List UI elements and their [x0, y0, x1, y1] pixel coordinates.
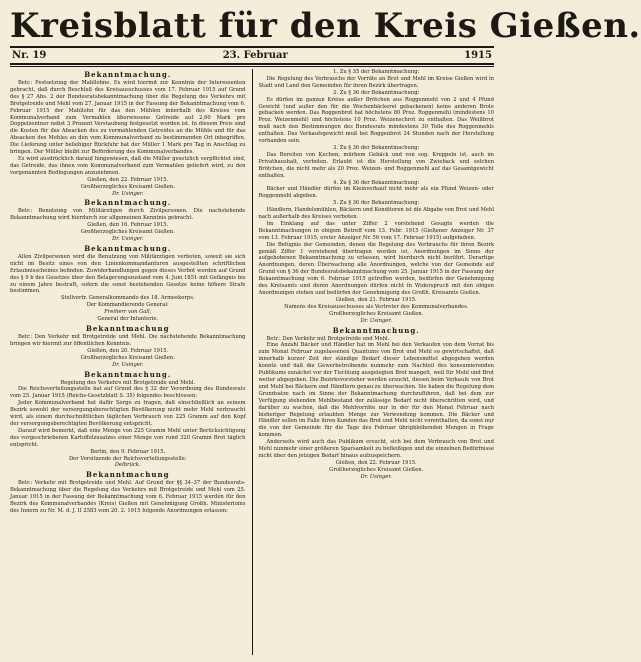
paragraph: Die Reichsverteilungsstelle hat auf Grund des § 32 der Verordnung des Bundesrats vom 25. Januar 1915 (Reichs-Gesetzblatt S. 35) folgendes beschlossen:	[10, 386, 246, 400]
centered-line: Großherzogliches Kreisamt Gießen.	[80, 354, 175, 361]
paragraph: Anderseits wird auch das Publikum ersucht, sich bei dem Verbrauch von Brot und Mehl nunmehr einer größeren Sparsamkeit zu befleißigen und die einzelnen Bedürfnisse nicht über den jetzigen Bedarf hinaus aufzuspeichern.	[258, 439, 494, 459]
paragraph: Es dürfen im ganzen Kreise außer Brötchen aus Roggenmehl von 2 und 4 Pfund Gewicht (und außer den für die Wochenbäckerei gebackenen) keine anderen Brote gebacken werden. Das Roggenbrot hat höchstens 80 Proz. Roggenmehl (mindestens 10 Proz. Weizenmehl) und höchstens 10 Proz. Weizenschrot zu enthalten. Das Weißbrot muß nach den Bestimmungen des Bundesrats mindestens 30 Teile des Roggenmehls enthalten. Das Verkaufsgewicht muß bei Roggenbrot 24 Stunden nach der Herstellung vorhanden sein.	[258, 96, 494, 145]
centered-line: Regelung des Verkehrs mit Brotgetreide und Mehl.	[60, 379, 196, 386]
issue-year: 1915	[464, 50, 492, 61]
paragraph: Das Bereiten von Kuchen, mürbem Gebäck und von sog. Kreppeln ist, auch im Privathaushalt, verboten. Erlaubt ist die Herstellung von Zwieback und solchen Brötchen, die nicht mehr als 20 Proz. Weizen- und Roggenmehl auf das Gesamtgewicht enthalten.	[258, 151, 494, 179]
centered-line: Gießen, den 21. Februar 1915.	[335, 296, 417, 303]
paragraph: Betr.: Den Verkehr mit Brotgetreide und Mehl.	[266, 335, 390, 342]
section-heading: Bekanntmachung.	[84, 198, 172, 208]
signature: Dr. Usinger.	[360, 317, 392, 324]
issue-row	[10, 48, 494, 63]
centered-line: General der Infanterie.	[97, 316, 159, 323]
section-heading: Bekanntmachung	[85, 470, 170, 480]
signature: Dr. Usinger.	[112, 361, 144, 368]
section-heading: Bekanntmachung.	[84, 243, 172, 253]
centered-line: 1. Zu § 35 der Bekanntmachung:	[333, 69, 420, 75]
paragraph: Die Befugnis der Gemeinden, denen die Regelung des Verbrauchs für ihren Bezirk gemäß Ziffer 1 vorstehend übertragen worden ist, Anordnungen im Sinne der aufgehobenen Bekanntmachung zu erlassen, wird hierdurch nicht berührt. Derartige Anordnungen, deren Überwachung alle Anordnungen, welche von der Gemeinde auf Grund von § 36 der Bundesratsbekanntmachung vom 25. Januar 1915 in der Fassung der Bekanntmachung vom 6. Februar 1915 getroffen werden, bedürfen der Genehmigung des Kreisamts und deren Anordnungen dürfen nicht in Widerspruch mit den obigen Anordnungen stehen und bedürfen der Genehmigung des Großh. Kreisamts Gießen.	[258, 241, 494, 296]
centered-line: Großherzogliches Kreisamt Gießen.	[329, 466, 424, 473]
centered-line: Großherzogliches Kreisamt Gießen.	[80, 229, 175, 236]
centered-line: Gießen, den 22. Februar 1915.	[335, 459, 417, 466]
section-heading: Bekanntmachung	[85, 324, 170, 333]
centered-line: 4. Zu § 36 der Bekanntmachung:	[333, 179, 420, 186]
column-divider	[252, 69, 253, 655]
centered-line: 3. Zu § 36 der Bekanntmachung:	[333, 144, 420, 151]
masthead-title: Kreisblatt für den Kreis Gießen.	[10, 6, 641, 46]
issue-number: Nr. 19	[12, 50, 47, 61]
centered-line: 5. Zu § 36 der Bekanntmachung:	[333, 200, 420, 207]
paragraph: Allen Zivilpersonen wird die Benutzung von Militärzügen verboten, soweit sie sich nicht im Besitz eines von den Linienkommandanturen ausgestellten schriftlichen Erlaubnisscheines befinden. Zuwiderhandlungen gegen dieses Verbot werden auf Grund des § 9 b des Gesetzes über den Belagerungszustand vom 4. Juni 1851 mit Gefängnis bis zu einem Jahre bestraft, sofern die sonst bestehenden Gesetze keine höhere Strafe bestimmen.	[10, 253, 246, 295]
issue-rule	[10, 63, 494, 65]
centered-line: Großherzogliches Kreisamt Gießen.	[329, 310, 424, 317]
section-heading: Bekanntmachung.	[332, 325, 420, 335]
signature: Dr. Usinger.	[360, 473, 392, 480]
columns	[10, 69, 494, 655]
paragraph: Darauf wird bemerkt, daß eine Menge von 225 Gramm Mehl unter Berücksichtigung des vorgeschriebenen Kartoffelzusatzes einer Menge von rund 320 Gramm Brot täglich entspricht.	[10, 427, 246, 448]
section-heading: Bekanntmachung.	[84, 70, 172, 79]
centered-line: Gießen, den 16. Februar 1915.	[87, 222, 169, 229]
right-column	[258, 69, 494, 655]
paragraph: Bäcker und Händler dürfen im Kleinverkauf nicht mehr als ein Pfund Weizen- oder Roggenmehl abgeben.	[258, 186, 494, 200]
centered-line: Stellvertr. Generalkommando des 18. Armeekorps.	[60, 295, 195, 302]
centered-line: Der Kommandierende General:	[86, 302, 169, 309]
centered-line: Berlin, den 9. Februar 1915.	[90, 448, 166, 455]
paragraph: Eine Anzahl Bäcker und Händler hat im Mehl bei den Verkaufen von dem Vorrat bis zum Monat Februar zugelassenen Quantums von Brot und Mehl so gewirtschaftet, daß innerhalb kurzer Zeit der ständige Bedarf dieser Lebensmittel abgegeben werden konnte und daß die Gewerbetreibende nunmehr zum Nachteil des konsumierenden Publikums zunächst vor der Tischlung ausgelegten Brot mangelt, weil für Mehl und Brot weiter abgegeben. Die Bezirksvorsteher werden ersucht, diesen beim Verkaufe von Brot und Mehl bei Bäckern und Händlern genau zu überwachen. Sie haben die Regelung dem Grundsatze nach im Sinne der Bekanntmachung durchzuführen, daß bei dem zur Verfügung stehenden Mehlbestand der zulässige Bedarf nicht überschritten wird, und darüber zu wachen, daß die Mehlvorräte nur in der für den Monat Februar nach bisheriger Regelung erlaubten Menge zur Verwendung kommen. Die Bäcker und Händler sollen im Falle ihren Kunden das Brot und Mehl nicht vorenthalten, da sonst nur die von der Gemeinde für die Tage des Februar übrigbleibenden Mengen in Frage kommen.	[258, 342, 494, 439]
centered-line: Gießen, den 20. Februar 1915.	[87, 347, 169, 354]
paragraph: Es wird ausdrücklich darauf hingewiesen, daß die Müller gesetzlich verpflichtet sind, das Getreide, das ihnen vom Kommunalverband zum Vermahlen geliefert wird, zu den vorgenannten Bedingungen anzunehmen.	[10, 155, 246, 176]
paragraph: Im Einklang auf das unter Ziffer 2 vorstehend Gesagte werden die Bekanntmachungen in obigem Betreff vom 13. Febr. 1915 (Gießener Anzeiger Nr. 37 vom 13. Februar 1915, erster Anzeiger Nr. 56 vom 17. Februar 1915) aufgehoben.	[258, 220, 494, 241]
paragraph: Betr.: Festsetzung der Mahllohne. Es wird hiermit zur Kenntnis der Interessenten gebracht, daß durch Beschluß des Kreisausschusses vom 17. Februar 1915 auf Grund des § 27 Abs. 2 der Bundesratsbekanntmachung über die Regelung des Verkehrs mit Brotgetreide und Mehl vom 27. Januar 1915 in der Fassung der Bekanntmachung vom 6. Februar 1915 der Mahllohn für das den Mühlen innerhalb des Kreises vom Kommunalverband zum Vermahlen überwiesene Getreide auf 2,60 Mark pro Doppelzentner nebst 3 Prozent Verstaubung festgesetzt worden ist. In diesem Preis sind die Kosten für das Absacken des zu vermahlenden Getreides an die Mühle und für das Absacken des Mehles an den vom Kommunalverband zu bestimmenden Ort inbegriffen. Die Lieferung unter beliebiger Rückfuhr hat der Müller 1 Mark pro Tag in Anschlag zu bringen. Der Müller bleibt zur Beförderung des Kommunalverbandes.	[10, 80, 246, 156]
centered-line: Der Vorsitzende der Reichsverteilungsstelle:	[69, 455, 187, 462]
paragraph: Betr.: Benutzung von Militärzügen durch Zivilpersonen. Die nachstehende Bekanntmachung wird hierdurch zur allgemeinen Kenntnis gebracht.	[10, 208, 246, 222]
paragraph: Jeder Kommunalverband hat dafür Sorge zu tragen, daß einschließlich an seinem Bezirk sowohl der versorgungsberechtigten Bevölkerung nicht mehr Mehl verbraucht wird, als einem durchschnittlichen täglichen Verbrauch von 225 Gramm auf den Kopf der versorgungsberechtigten Bevölkerung entspricht.	[10, 400, 246, 427]
issue-date: 23. Februar	[222, 50, 288, 61]
paragraph: Händlern, Handelsmühlen, Bäckern und Konditoren ist die Abgabe von Brot und Mehl nach außerhalb des Kreises verboten.	[258, 207, 494, 221]
signature: Dr. Usinger.	[112, 236, 144, 243]
centered-line: Großherzogliches Kreisamt Gießen.	[80, 183, 175, 190]
section-heading: Bekanntmachung.	[84, 369, 172, 379]
signature: Dr. Usinger.	[112, 190, 144, 197]
paragraph: Betr.: Verkehr mit Brotgetreide und Mehl. Auf Grund der §§ 34–37 der Bundesrats-Bekanntmachung über die Regelung des Verkehrs mit Brotgetreide und Mehl vom 25. Januar 1915 in der Fassung der Bekanntmachung vom 6. Februar 1915 werden für den Bezirk des Kommunalverbandes (Kreis) Gießen mit Genehmigung Großh. Ministeriums des Innern zu Nr. M. d. J. II 2583 vom 20. 2. 1915 folgende Anordnungen erlassen:	[10, 480, 246, 514]
centered-line: 2. Zu § 36 der Bekanntmachung:	[333, 89, 420, 96]
signature: Freiherr von Gall,	[104, 309, 152, 316]
paragraph: Die Regelung des Verbrauchs der Vorräte an Brot und Mehl im Kreise Gießen wird in Stadt und Land den Gemeinden für ihren Bezirk übertragen.	[258, 75, 494, 89]
centered-line: Namens des Kreisausschusses als Vertreter des Kommunalverbandes.	[284, 303, 469, 310]
centered-line: Gießen, den 22. Februar 1915.	[87, 176, 169, 183]
paragraph: Betr.: Den Verkehr mit Brotgetreide und Mehl. Die nachstehende Bekanntmachung bringen wir hiermit zur öffentlichen Kenntnis.	[10, 334, 246, 347]
left-column	[10, 69, 246, 655]
signature: Delbrück.	[114, 462, 141, 469]
issue-rule-thin	[10, 66, 494, 67]
